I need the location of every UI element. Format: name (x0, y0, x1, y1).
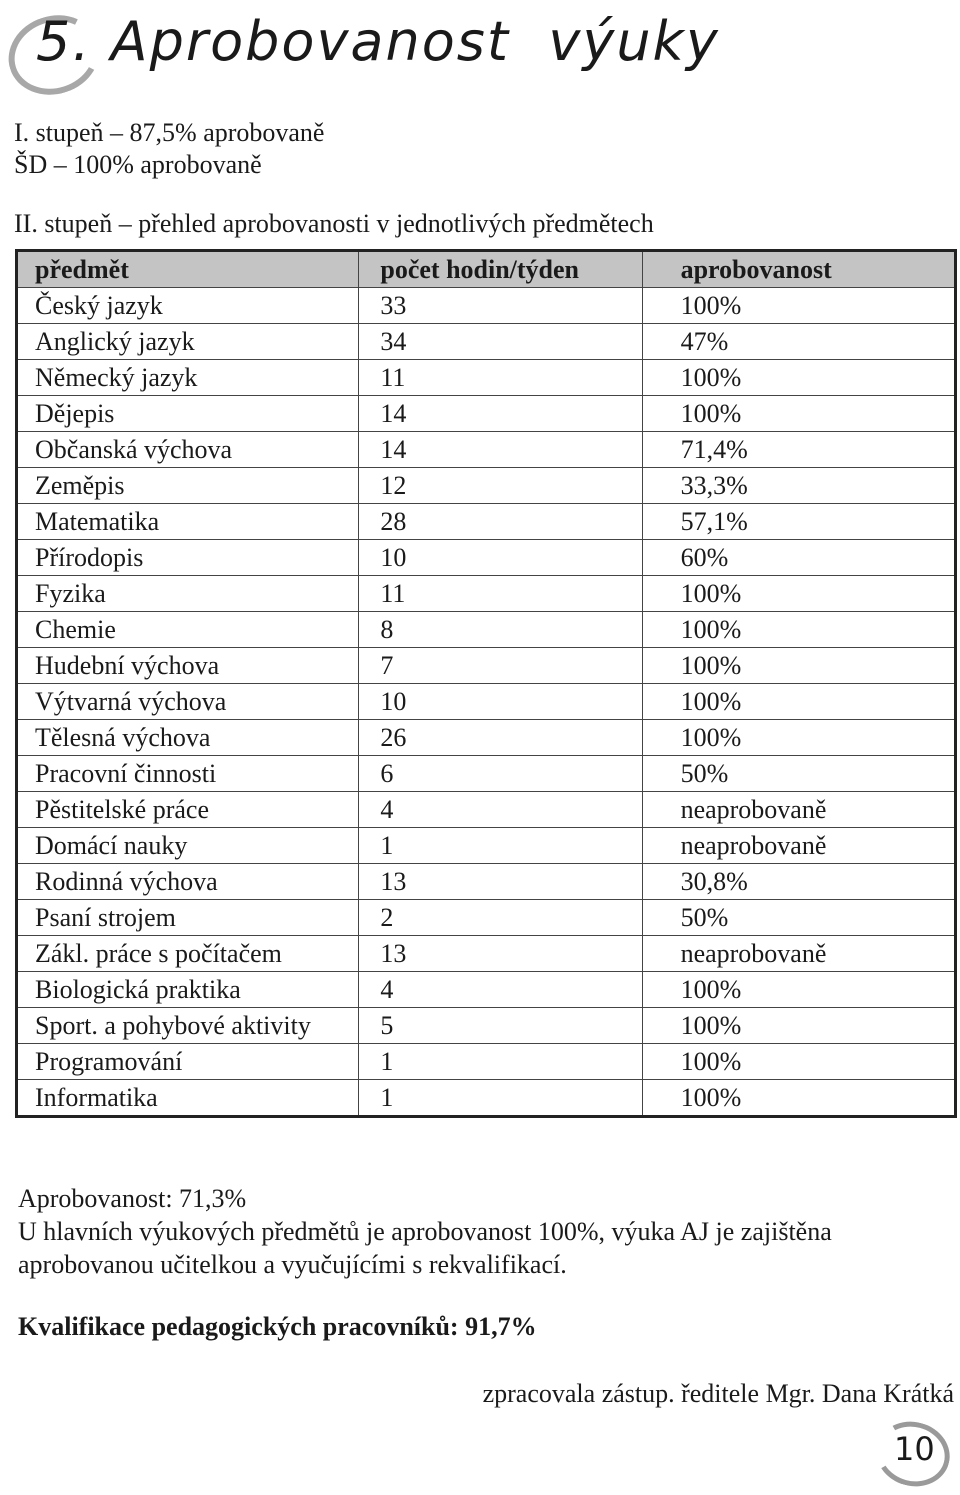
table-row (17, 612, 956, 648)
table-row (17, 828, 956, 864)
cell-hours: 13 (359, 936, 642, 972)
intro-line-sd: ŠD – 100% aprobovaně (14, 150, 262, 179)
cell-hours: 4 (359, 792, 642, 828)
cell-qualification: 50% (642, 900, 955, 936)
cell-qualification: 100% (642, 1080, 955, 1117)
cell-qualification: 57,1% (642, 504, 955, 540)
cell-subject: Informatika (17, 1080, 359, 1117)
cell-qualification: 100% (642, 288, 955, 324)
cell-hours: 4 (359, 972, 642, 1008)
intro-block (14, 117, 324, 181)
table-row (17, 1044, 956, 1080)
cell-subject: Hudební výchova (17, 648, 359, 684)
cell-qualification: 100% (642, 576, 955, 612)
cell-hours: 33 (359, 288, 642, 324)
table-row (17, 864, 956, 900)
cell-qualification: 60% (642, 540, 955, 576)
table-row (17, 720, 956, 756)
cell-subject: Sport. a pohybové aktivity (17, 1008, 359, 1044)
table-heading: II. stupeň – přehled aprobovanosti v jednotlivých předmětech (14, 209, 654, 238)
cell-subject: Tělesná výchova (17, 720, 359, 756)
cell-hours: 11 (359, 576, 642, 612)
table-row (17, 504, 956, 540)
cell-hours: 7 (359, 648, 642, 684)
cell-subject: Rodinná výchova (17, 864, 359, 900)
cell-qualification: 100% (642, 1008, 955, 1044)
cell-qualification: 50% (642, 756, 955, 792)
table-row (17, 792, 956, 828)
cell-hours: 5 (359, 1008, 642, 1044)
cell-hours: 10 (359, 684, 642, 720)
title-block (0, 0, 960, 100)
column-header-qualification: aprobovanost (642, 251, 955, 288)
cell-qualification: 100% (642, 684, 955, 720)
cell-qualification: 100% (642, 972, 955, 1008)
cell-hours: 10 (359, 540, 642, 576)
cell-hours: 12 (359, 468, 642, 504)
cell-hours: 1 (359, 828, 642, 864)
cell-hours: 13 (359, 864, 642, 900)
cell-hours: 11 (359, 360, 642, 396)
cell-subject: Psaní strojem (17, 900, 359, 936)
cell-subject: Biologická praktika (17, 972, 359, 1008)
cell-qualification: neaprobovaně (642, 792, 955, 828)
page-title: 5. Aprobovanost výuky (36, 10, 720, 73)
table-body (17, 288, 956, 1117)
cell-subject: Pracovní činnosti (17, 756, 359, 792)
table-row (17, 396, 956, 432)
table-row (17, 648, 956, 684)
cell-qualification: 30,8% (642, 864, 955, 900)
cell-subject: Fyzika (17, 576, 359, 612)
cell-qualification: 100% (642, 720, 955, 756)
cell-qualification: 47% (642, 324, 955, 360)
staff-qualification: Kvalifikace pedagogických pracovníků: 91,7% (18, 1312, 537, 1341)
cell-hours: 1 (359, 1080, 642, 1117)
cell-subject: Domácí nauky (17, 828, 359, 864)
table-header-row (17, 251, 956, 288)
cell-subject: Zeměpis (17, 468, 359, 504)
cell-hours: 2 (359, 900, 642, 936)
cell-qualification: neaprobovaně (642, 936, 955, 972)
cell-hours: 14 (359, 396, 642, 432)
cell-subject: Zákl. práce s počítačem (17, 936, 359, 972)
table-row (17, 684, 956, 720)
table-row (17, 936, 956, 972)
table-row (17, 900, 956, 936)
table-row (17, 1080, 956, 1117)
table-row (17, 756, 956, 792)
subjects-table (15, 249, 957, 1118)
cell-qualification: 100% (642, 612, 955, 648)
summary-note-line1: U hlavních výukových předmětů je aprobovanost 100%, výuka AJ je zajištěna (18, 1217, 832, 1246)
cell-hours: 28 (359, 504, 642, 540)
table-row (17, 468, 956, 504)
cell-qualification: 33,3% (642, 468, 955, 504)
cell-subject: Dějepis (17, 396, 359, 432)
cell-subject: Pěstitelské práce (17, 792, 359, 828)
cell-hours: 8 (359, 612, 642, 648)
cell-hours: 26 (359, 720, 642, 756)
cell-qualification: 100% (642, 648, 955, 684)
cell-subject: Výtvarná výchova (17, 684, 359, 720)
cell-qualification: 100% (642, 360, 955, 396)
page-number-block (872, 1418, 952, 1482)
column-header-hours: počet hodin/týden (359, 251, 642, 288)
intro-line-first-stage: I. stupeň – 87,5% aprobovaně (14, 118, 325, 147)
cell-subject: Anglický jazyk (17, 324, 359, 360)
table-row (17, 540, 956, 576)
cell-hours: 34 (359, 324, 642, 360)
cell-subject: Občanská výchova (17, 432, 359, 468)
cell-subject: Přírodopis (17, 540, 359, 576)
table-row (17, 360, 956, 396)
cell-qualification: 100% (642, 1044, 955, 1080)
cell-subject: Chemie (17, 612, 359, 648)
cell-subject: Matematika (17, 504, 359, 540)
table-row (17, 432, 956, 468)
cell-qualification: neaprobovaně (642, 828, 955, 864)
table-row (17, 288, 956, 324)
table-row (17, 576, 956, 612)
summary-total: Aprobovanost: 71,3% (18, 1184, 247, 1213)
cell-subject: Programování (17, 1044, 359, 1080)
cell-hours: 6 (359, 756, 642, 792)
table-row (17, 324, 956, 360)
cell-qualification: 71,4% (642, 432, 955, 468)
table-row (17, 1008, 956, 1044)
signature: zpracovala zástup. ředitele Mgr. Dana Krátká (482, 1379, 954, 1408)
cell-hours: 14 (359, 432, 642, 468)
table-row (17, 972, 956, 1008)
column-header-subject: předmět (17, 251, 359, 288)
cell-subject: Německý jazyk (17, 360, 359, 396)
summary-block (18, 1182, 948, 1281)
cell-hours: 1 (359, 1044, 642, 1080)
cell-qualification: 100% (642, 396, 955, 432)
summary-note-line2: aprobovanou učitelkou a vyučujícími s rekvalifikací. (18, 1250, 567, 1279)
page-number: 10 (894, 1430, 935, 1468)
cell-subject: Český jazyk (17, 288, 359, 324)
